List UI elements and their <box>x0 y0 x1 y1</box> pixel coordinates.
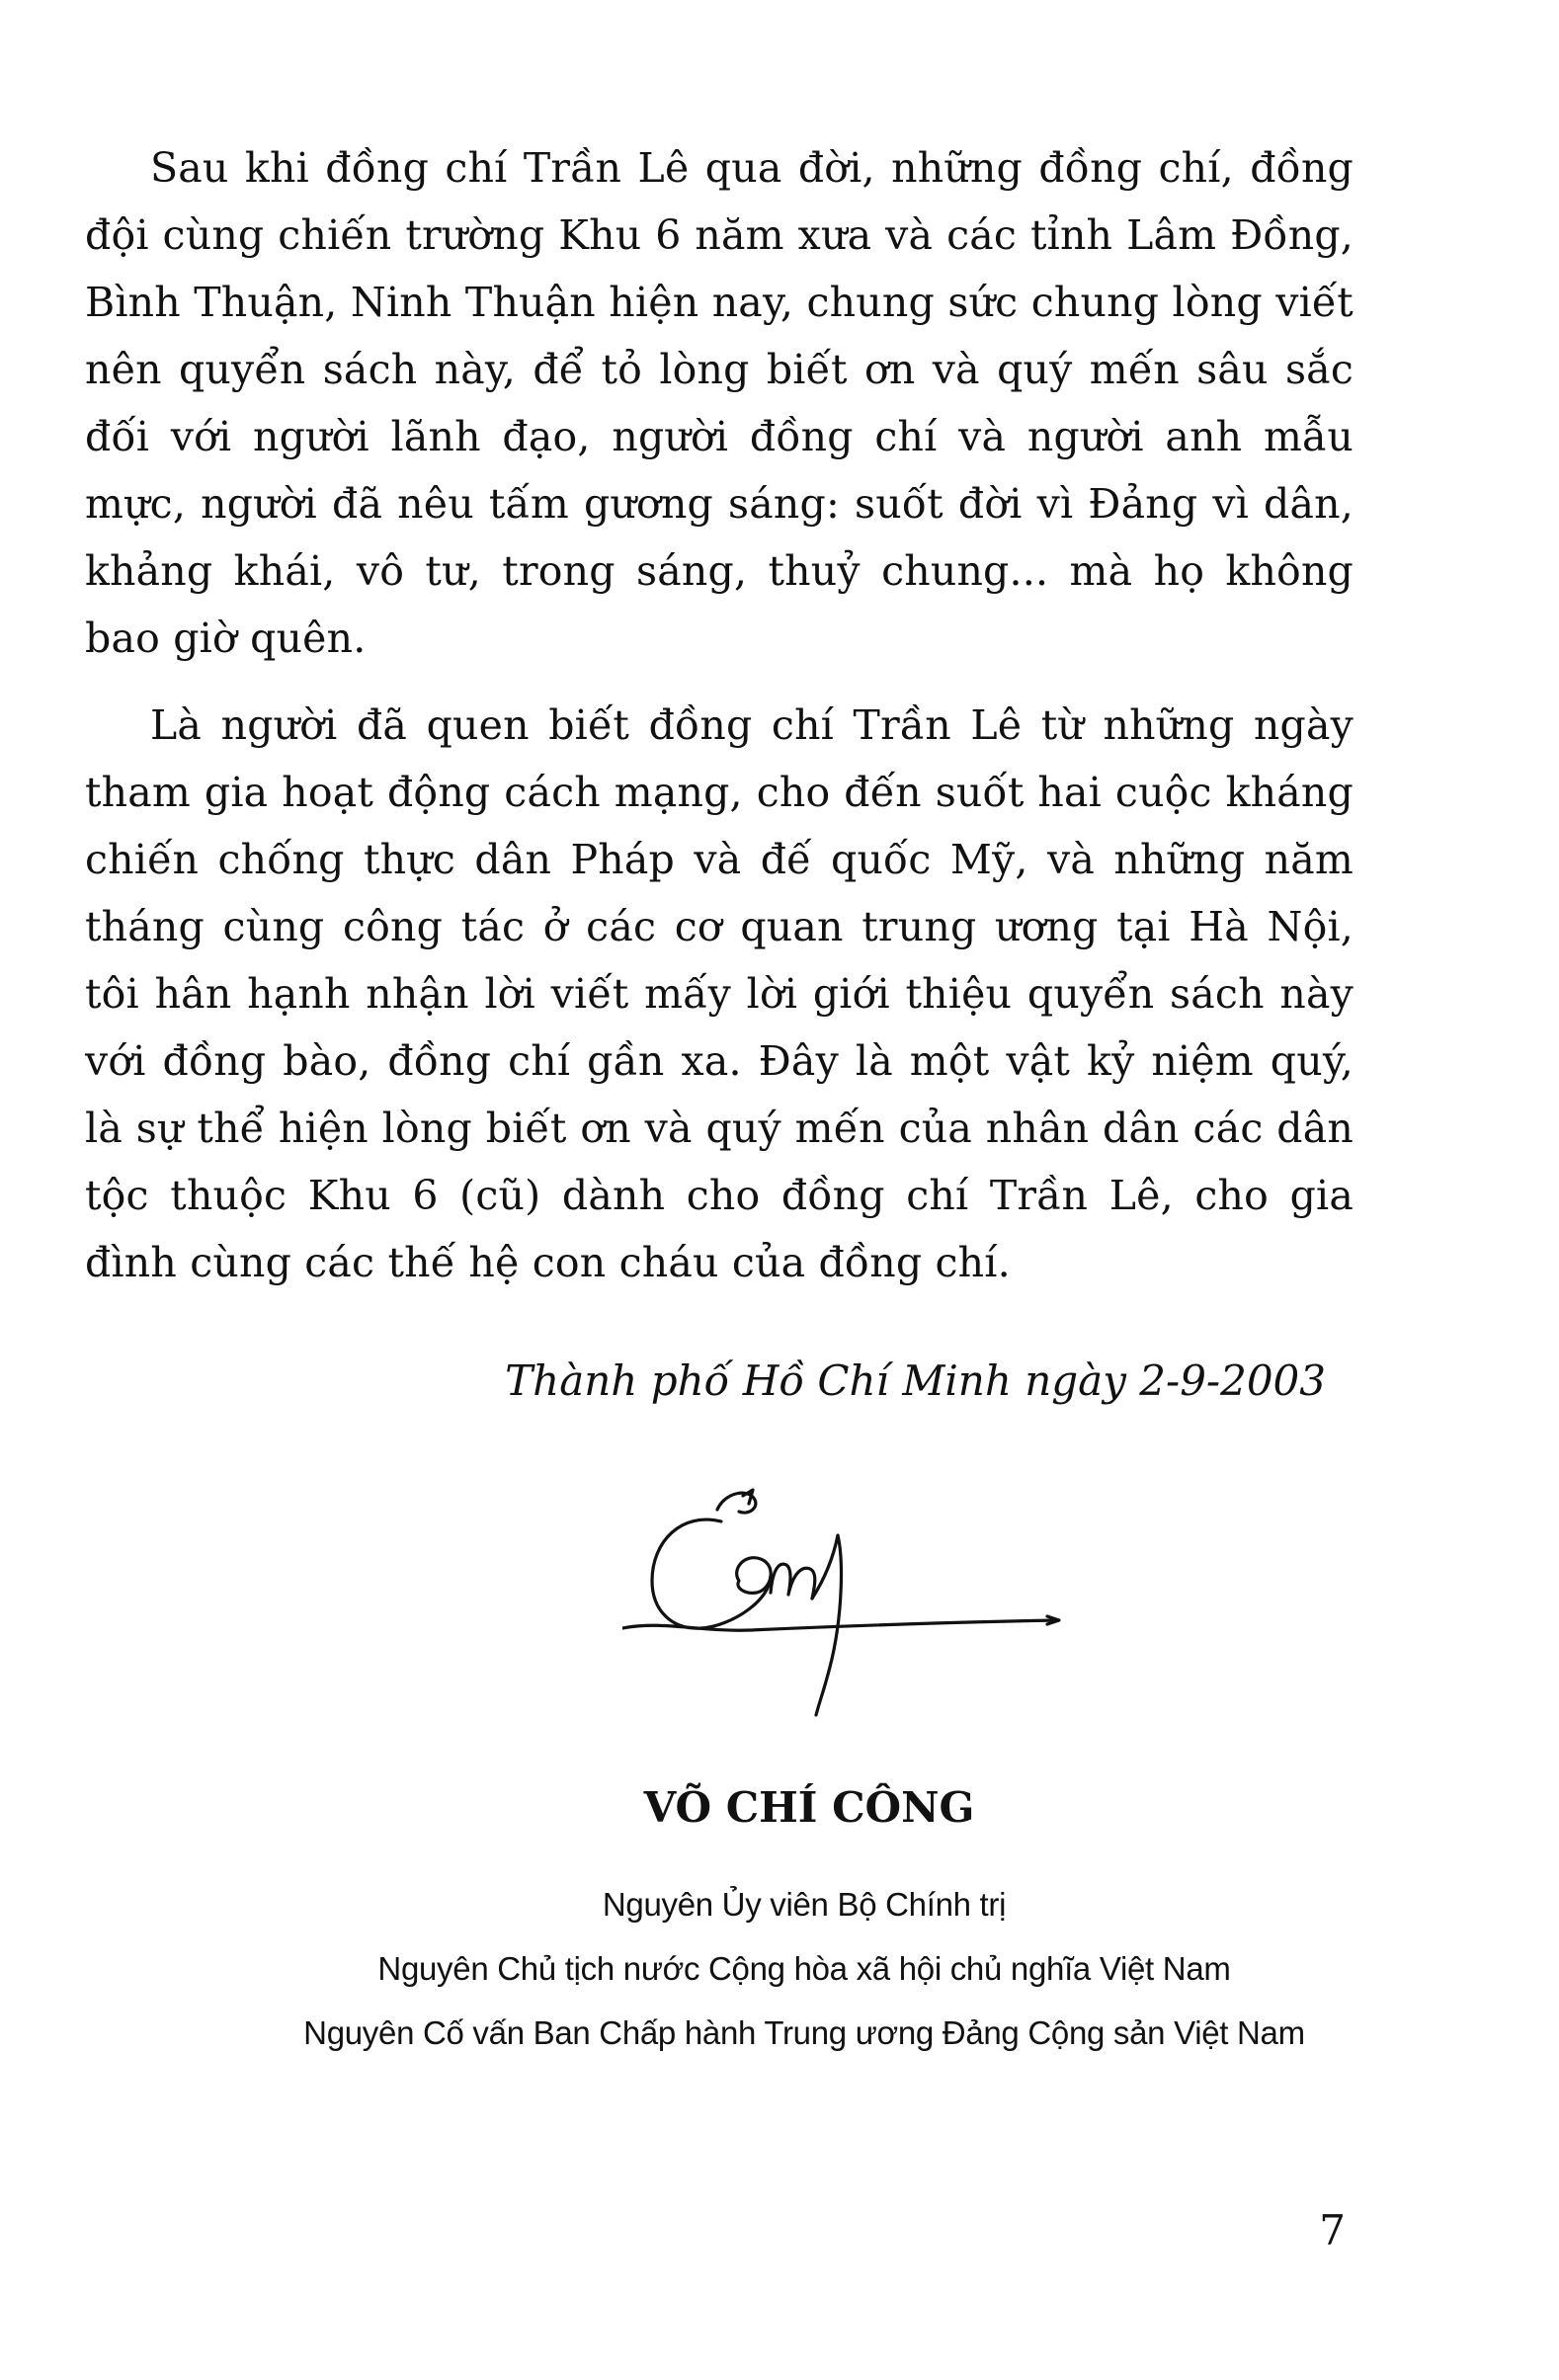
author-titles <box>0 1872 1559 2065</box>
body-text <box>85 134 1354 1296</box>
signature-image <box>622 1482 1097 1739</box>
author-title-line: Nguyên Chủ tịch nước Cộng hòa xã hội chủ nghĩa Việt Nam <box>377 1950 1231 1987</box>
author-title-line: Nguyên Cố vấn Ban Chấp hành Trung ương Đảng Cộng sản Việt Nam <box>303 2014 1305 2051</box>
page-number: 7 <box>1319 2206 1346 2255</box>
author-name: VÕ CHÍ CÔNG <box>643 1783 975 1832</box>
dateline: Thành phố Hồ Chí Minh ngày 2-9-2003 <box>505 1356 1326 1405</box>
paragraph-1: Sau khi đồng chí Trần Lê qua đời, những đồng chí, đồng đội cùng chiến trường Khu 6 năm xưa và các tỉnh Lâm Đồng, Bình Thuận, Ninh Thuận hiện nay, chung sức chung lòng viết nên quyển sách này, để tỏ lòng biết ơn và quý mến sâu sắc đối với người lãnh đạo, người đồng chí và người anh mẫu mực, người đã nêu tấm gương sáng: suốt đời vì Đảng vì dân, khảng khái, vô tư, trong sáng, thuỷ chung... mà họ không bao giờ quên. <box>85 144 1354 662</box>
author-title-line: Nguyên Ủy viên Bộ Chính trị <box>602 1886 1007 1923</box>
paragraph-2: Là người đã quen biết đồng chí Trần Lê từ những ngày tham gia hoạt động cách mạng, cho đến suốt hai cuộc kháng chiến chống thực dân Pháp và đế quốc Mỹ, và những năm tháng cùng công tác ở các cơ quan trung ương tại Hà Nội, tôi hân hạnh nhận lời viết mấy lời giới thiệu quyển sách này với đồng bào, đồng chí gần xa. Đây là một vật kỷ niệm quý, là sự thể hiện lòng biết ơn và quý mến của nhân dân các dân tộc thuộc Khu 6 (cũ) dành cho đồng chí Trần Lê, cho gia đình cùng các thế hệ con cháu của đồng chí. <box>85 701 1354 1286</box>
